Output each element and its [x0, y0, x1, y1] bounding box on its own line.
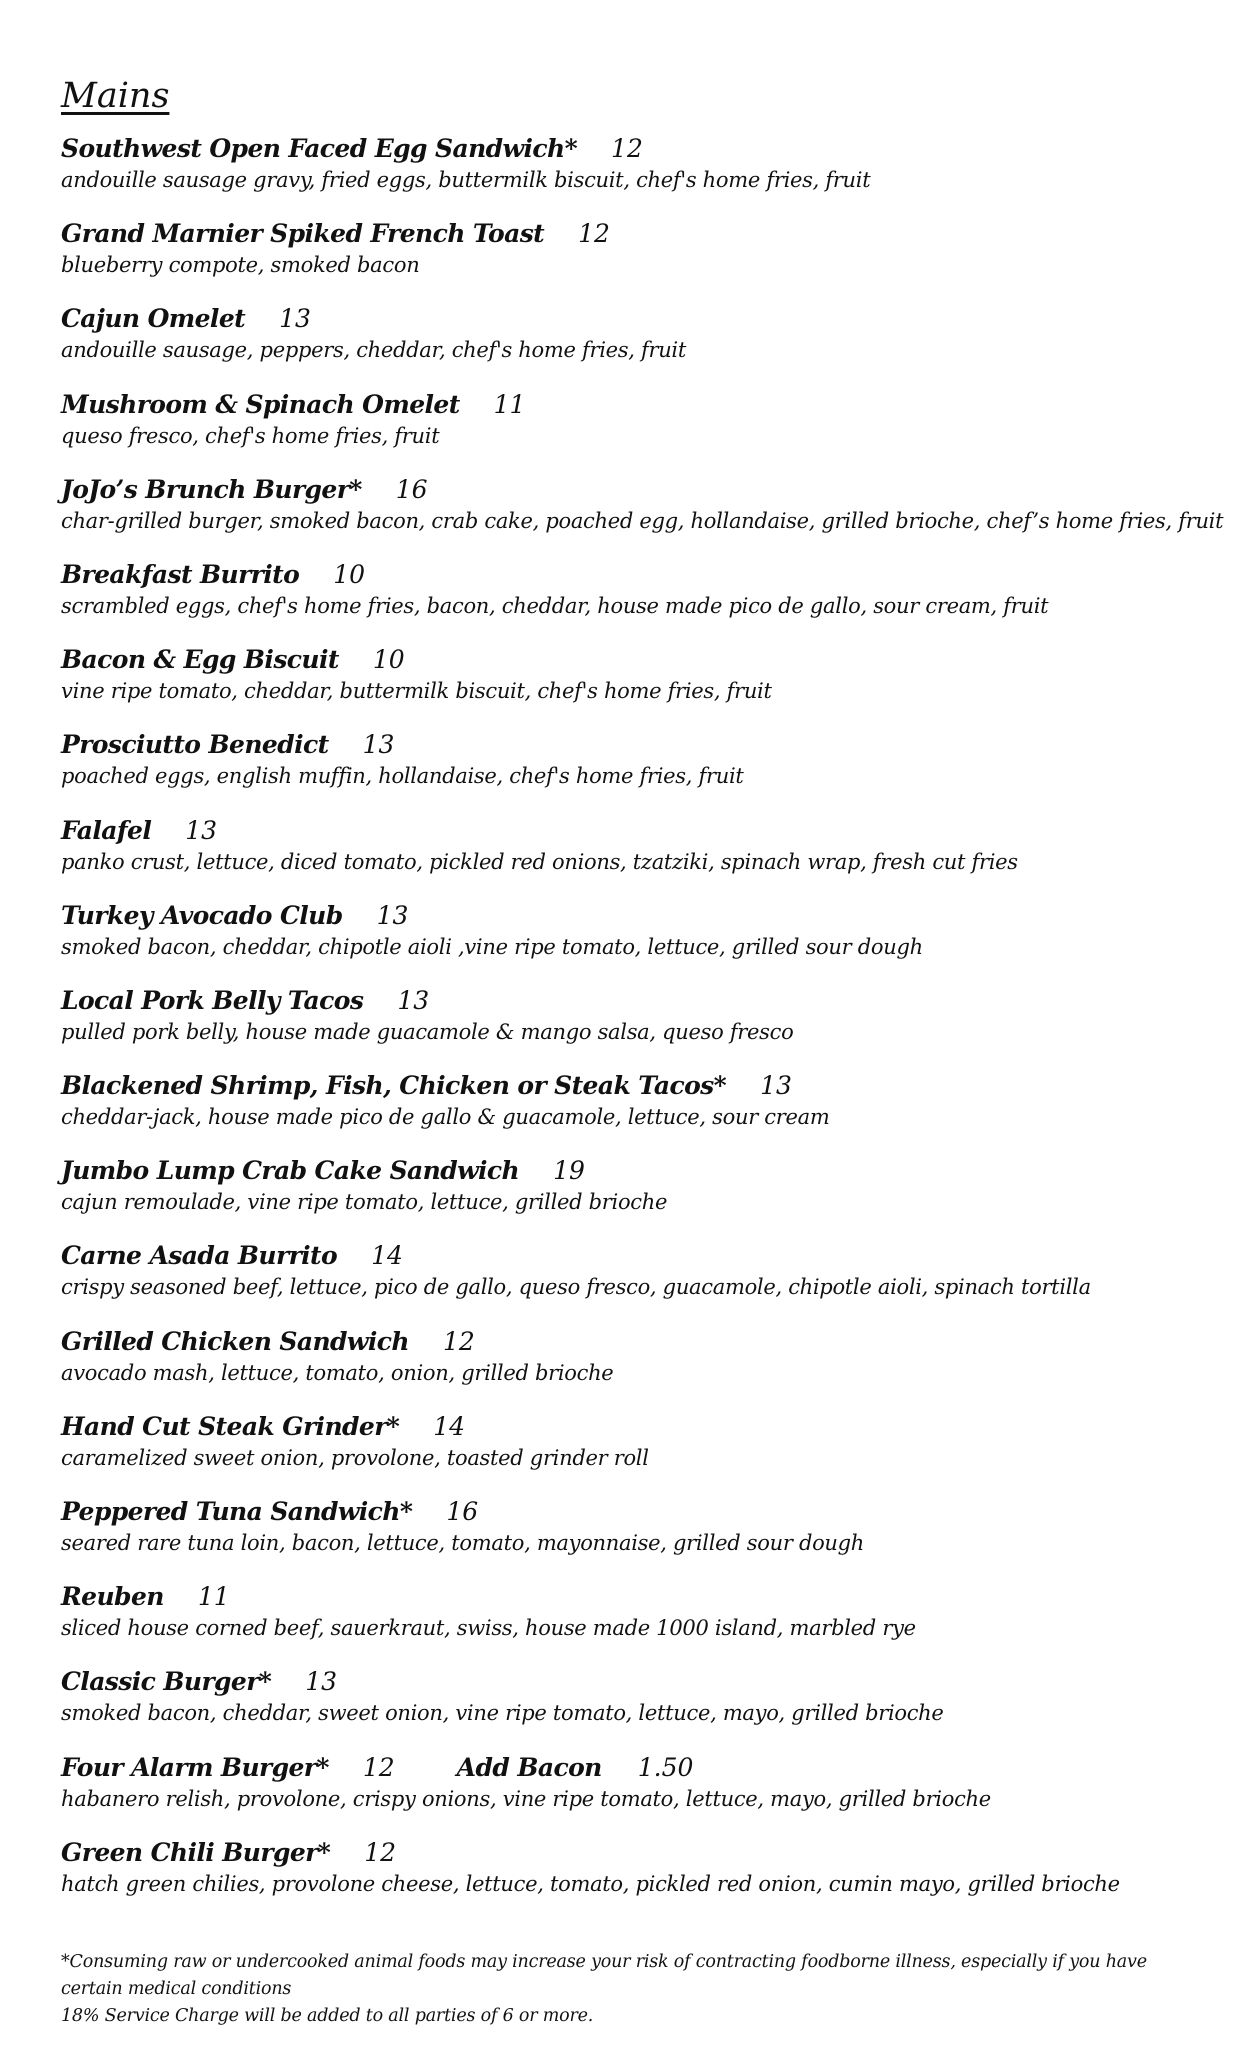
menu-item-price: 14: [433, 1411, 466, 1441]
menu-item: [61, 1665, 1201, 1750]
section-title: Mains: [61, 76, 170, 116]
menu-item: [61, 1751, 1201, 1836]
menu-item-description: avocado mash, lettuce, tomato, onion, grilled brioche: [61, 1360, 614, 1385]
menu-footer: [61, 1949, 1201, 2030]
menu-item: [61, 388, 1201, 473]
menu-item-header: [61, 1580, 1201, 1614]
menu-item-name: Local Pork Belly Tacos: [61, 985, 364, 1015]
menu-item-name: Hand Cut Steak Grinder*: [61, 1411, 400, 1441]
menu-item-price: 12: [362, 1752, 395, 1782]
menu-item-name: Prosciutto Benedict: [61, 730, 329, 760]
menu-item-description: andouille sausage gravy, fried eggs, buttermilk biscuit, chef's home fries, fruit: [61, 168, 871, 192]
menu-item-name: Peppered Tuna Sandwich*: [61, 1497, 413, 1526]
menu-item-addon-name: Add Bacon: [456, 1752, 602, 1782]
menu-item: [61, 1325, 1201, 1410]
menu-item-description: poached eggs, english muffin, hollandaise, chef's home fries, fruit: [61, 764, 744, 789]
menu-item-header: [61, 1751, 1201, 1785]
menu-item-price: 12: [578, 219, 610, 249]
menu-item-price: 10: [372, 645, 405, 675]
menu-item-price: 11: [493, 389, 526, 419]
menu-item: [61, 1069, 1201, 1154]
menu-item-price: 13: [305, 1667, 338, 1697]
menu-item-name: Reuben: [61, 1582, 164, 1612]
menu-item-description: vine ripe tomato, cheddar, buttermilk biscuit, chef's home fries, fruit: [61, 679, 772, 704]
menu-item-description: seared rare tuna loin, bacon, lettuce, tomato, mayonnaise, grilled sour dough: [61, 1531, 865, 1555]
menu-item: [61, 984, 1201, 1069]
menu-item-name: Grilled Chicken Sandwich: [61, 1326, 409, 1356]
menu-item: [61, 1836, 1201, 1921]
menu-item-description: habanero relish, provolone, crispy onions, vine ripe tomato, lettuce, mayo, grilled brioche: [61, 1786, 991, 1811]
menu-item-header: [61, 1069, 1201, 1103]
menu-item-name: Breakfast Burrito: [61, 559, 300, 589]
menu-item-price: 19: [553, 1156, 585, 1186]
menu-item-header: [61, 558, 1201, 592]
menu-item-name: Turkey Avocado Club: [61, 900, 343, 930]
menu-item-description: blueberry compote, smoked bacon: [61, 253, 420, 278]
menu-item-header: [61, 984, 1201, 1018]
menu-item-description: sliced house corned beef, sauerkraut, swiss, house made 1000 island, marbled rye: [61, 1616, 916, 1641]
menu-item-header: [61, 643, 1201, 677]
menu-item: [61, 1410, 1201, 1495]
menu-item-name: Bacon & Egg Biscuit: [61, 645, 339, 675]
menu-item: [61, 899, 1201, 984]
menu-item-description: panko crust, lettuce, diced tomato, pickled red onions, tzatziki, spinach wrap, fresh cut fries: [61, 849, 1018, 874]
menu-item-header: [61, 217, 1201, 251]
menu-item: [61, 1580, 1201, 1665]
menu-item-name: JoJo’s Brunch Burger*: [61, 474, 362, 504]
menu-item-price: 13: [397, 985, 430, 1015]
menu-item-header: [61, 1154, 1201, 1188]
menu-item-header: [61, 1239, 1201, 1273]
menu-item-price: 14: [371, 1241, 403, 1271]
menu-item: [61, 643, 1201, 728]
menu-item-addon-price: 1.50: [637, 1752, 694, 1782]
menu-item-header: [61, 1836, 1201, 1870]
menu-item-description: caramelized sweet onion, provolone, toasted grinder roll: [61, 1445, 649, 1470]
menu-item-name: Falafel: [61, 815, 152, 845]
menu-item: [61, 217, 1201, 302]
menu-item-description: andouille sausage, peppers, cheddar, chef's home fries, fruit: [61, 338, 686, 363]
menu-item-description: pulled pork belly, house made guacamole & mango salsa, queso fresco: [61, 1019, 794, 1044]
menu-item-price: 12: [364, 1837, 397, 1867]
menu-item-name: Classic Burger*: [61, 1667, 272, 1697]
menu-item: [61, 302, 1201, 387]
menu-item-description: hatch green chilies, provolone cheese, lettuce, tomato, pickled red onion, cumin mayo, grilled brioche: [61, 1871, 1120, 1896]
menu-item-price: 16: [446, 1497, 479, 1526]
menu-item-price: 13: [362, 730, 395, 760]
menu-item: [61, 1154, 1201, 1239]
menu-item: [61, 728, 1201, 813]
menu-item-name: Cajun Omelet: [61, 304, 246, 334]
menu-item-name: Southwest Open Faced Egg Sandwich*: [61, 134, 578, 163]
menu-item-header: [61, 302, 1201, 336]
menu-item-name: Grand Marnier Spiked French Toast: [61, 219, 545, 249]
menu-page: [61, 74, 1224, 1921]
menu-item-header: [61, 1665, 1201, 1699]
menu-item: [61, 473, 1224, 558]
menu-item-description: smoked bacon, cheddar, sweet onion, vine ripe tomato, lettuce, mayo, grilled brioche: [61, 1701, 944, 1726]
menu-item-name: Jumbo Lump Crab Cake Sandwich: [61, 1156, 520, 1186]
menu-item: [61, 558, 1201, 643]
menu-item-price: 12: [442, 1326, 475, 1356]
menu-item-header: [61, 728, 1201, 762]
menu-item-name: Mushroom & Spinach Omelet: [61, 389, 460, 419]
menu-item-name: Blackened Shrimp, Fish, Chicken or Steak Tacos*: [61, 1071, 727, 1101]
menu-item: [61, 1239, 1201, 1324]
menu-item-price: 11: [197, 1582, 230, 1612]
menu-item-price: 13: [760, 1071, 792, 1101]
menu-item-price: 10: [333, 559, 365, 589]
menu-item: [61, 814, 1201, 899]
menu-item-description: scrambled eggs, chef's home fries, bacon, cheddar, house made pico de gallo, sour cream, fruit: [61, 593, 1049, 618]
menu-item-name: Carne Asada Burrito: [61, 1241, 338, 1271]
menu-item-header: [61, 1410, 1201, 1444]
menu-item-name: Four Alarm Burger*: [61, 1752, 329, 1782]
menu-item-description: crispy seasoned beef, lettuce, pico de gallo, queso fresco, guacamole, chipotle aioli, spinach tortilla: [61, 1275, 1091, 1300]
menu-items-list: [61, 132, 1224, 1921]
menu-item-price: 13: [279, 304, 311, 334]
menu-item-description: cajun remoulade, vine ripe tomato, lettuce, grilled brioche: [61, 1190, 668, 1215]
menu-item-price: 12: [611, 134, 643, 163]
menu-item-header: [61, 132, 1201, 166]
menu-item-description: cheddar-jack, house made pico de gallo & guacamole, lettuce, sour cream: [61, 1105, 830, 1130]
menu-item-header: [61, 814, 1201, 848]
menu-item-header: [61, 473, 1201, 507]
menu-item-description: queso fresco, chef's home fries, fruit: [61, 423, 440, 448]
menu-item-price: 13: [376, 900, 409, 930]
service-charge-note: 18% Service Charge will be added to all parties of 6 or more.: [61, 2006, 594, 2026]
menu-item-price: 13: [185, 815, 218, 845]
menu-item-description: smoked bacon, cheddar, chipotle aioli ,vine ripe tomato, lettuce, grilled sour dough: [61, 934, 923, 959]
menu-item-header: [61, 1495, 1201, 1529]
menu-item-name: Green Chili Burger*: [61, 1837, 331, 1867]
menu-item-header: [61, 388, 1201, 422]
menu-item: [61, 1495, 1201, 1580]
menu-item: [61, 132, 1201, 217]
menu-item-header: [61, 1325, 1201, 1359]
menu-item-price: 16: [395, 474, 428, 504]
food-safety-disclaimer: *Consuming raw or undercooked animal foods may increase your risk of contracting foodborne illness, especially if you have certain medical conditions: [61, 1952, 1147, 1999]
menu-item-description: char-grilled burger, smoked bacon, crab cake, poached egg, hollandaise, grilled brioche, chef’s home fries, fruit: [61, 508, 1224, 533]
menu-item-header: [61, 899, 1201, 933]
